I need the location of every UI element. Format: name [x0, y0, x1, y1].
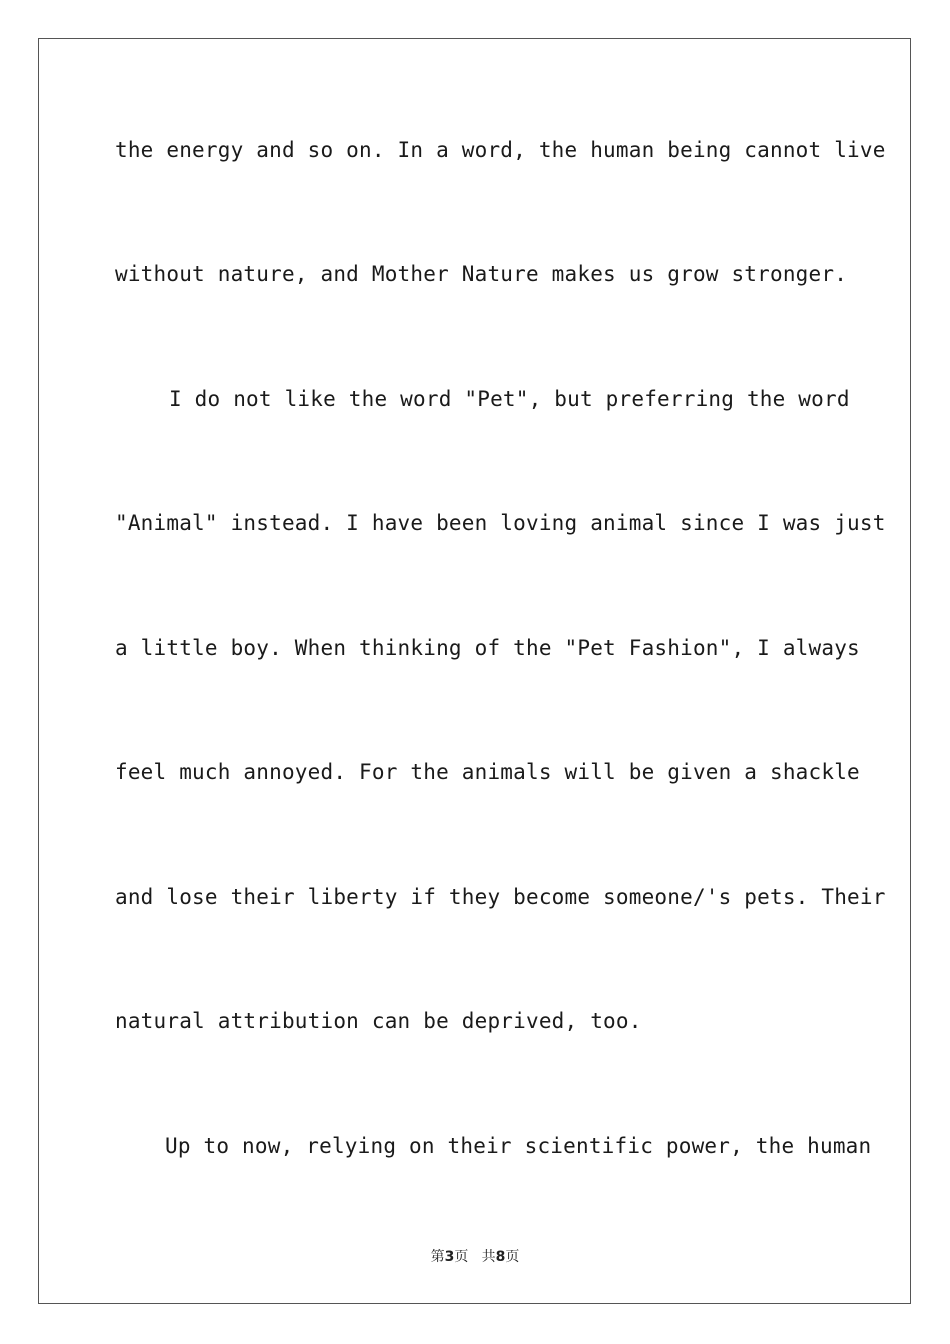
paragraph-start-line: Up to now, relying on their scientific power, the human: [165, 1134, 872, 1158]
total-pages-number: 8: [495, 1249, 506, 1265]
text-line: feel much annoyed. For the animals will be given a shackle: [115, 760, 860, 784]
page-border: [38, 38, 911, 1304]
current-page-number: 3: [444, 1249, 455, 1265]
text-line: a little boy. When thinking of the "Pet Fashion", I always: [115, 636, 860, 660]
text-line: and lose their liberty if they become someone/'s pets. Their: [115, 885, 886, 909]
page-footer: [0, 1248, 950, 1266]
paragraph-start-line: I do not like the word "Pet", but preferring the word: [169, 387, 850, 411]
text-line: without nature, and Mother Nature makes us grow stronger.: [115, 262, 848, 286]
text-line: the energy and so on. In a word, the human being cannot live: [115, 138, 886, 162]
text-line: "Animal" instead. I have been loving animal since I was just: [115, 511, 886, 535]
footer-total-prefix: 共: [481, 1249, 496, 1265]
footer-total-unit: 页: [505, 1249, 520, 1265]
footer-page-unit: 页: [454, 1249, 469, 1265]
text-line: natural attribution can be deprived, too.: [115, 1009, 642, 1033]
footer-prefix: 第: [430, 1249, 445, 1265]
